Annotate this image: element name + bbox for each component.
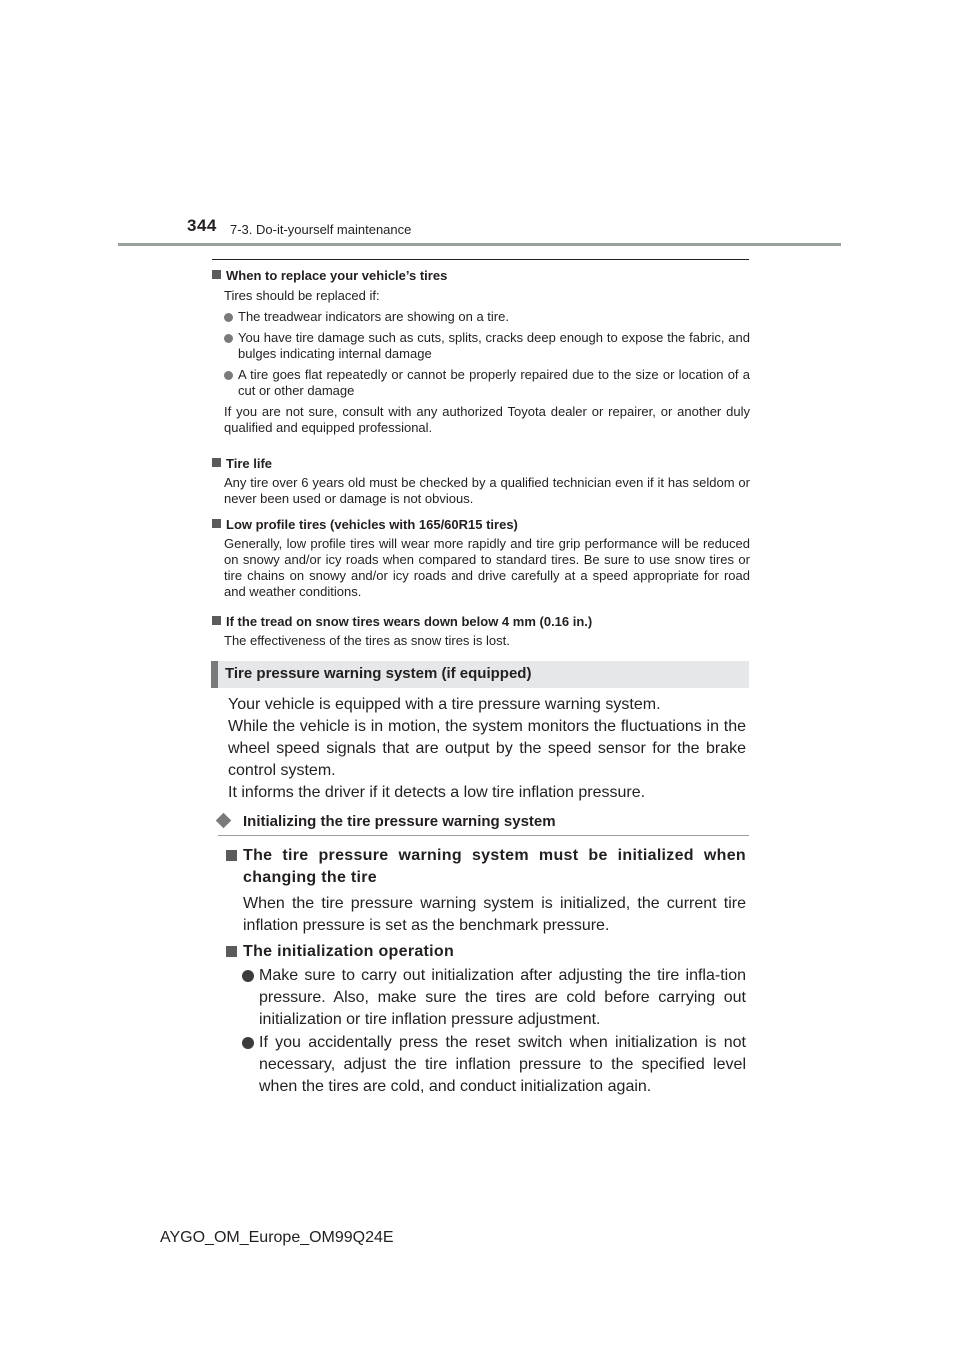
note-heading: When to replace your vehicle’s tires — [212, 267, 750, 284]
must-init-text: When the tire pressure warning system is initialized, the current tire inflation pressure is set as the benchmark pressure. — [243, 895, 746, 934]
note-bullet: You have tire damage such as cuts, splits, cracks deep enough to expose the fabric, and bulges indicating internal damage — [224, 330, 750, 362]
note-tire-life — [212, 455, 750, 507]
section-banner — [211, 661, 749, 688]
diamond-bullet-icon — [216, 813, 232, 829]
section-title: Tire pressure warning system (if equipped) — [225, 665, 532, 682]
note-bullet: A tire goes flat repeatedly or cannot be properly repaired due to the size or location of a cut or other damage — [224, 367, 750, 399]
operation-bullet: If you accidentally press the reset switch when initialization is not necessary, adjust the tire inflation pressure to the specified level when the tires are cold, and conduct initialization again. — [242, 1032, 746, 1098]
note-heading: If the tread on snow tires wears down below 4 mm (0.16 in.) — [212, 613, 750, 630]
dot-bullet-icon — [242, 970, 254, 982]
note-low-profile — [212, 516, 750, 600]
dot-bullet-icon — [242, 1037, 254, 1049]
operation-bullet: Make sure to carry out initialization after adjusting the tire infla-tion pressure. Also, make sure the tires are cold before carrying out initialization or tire inflation pressure adjustment. — [242, 965, 746, 1031]
square-bullet-icon — [212, 616, 221, 625]
banner-accent-bar — [211, 661, 218, 688]
note-heading: Low profile tires (vehicles with 165/60R15 tires) — [212, 516, 750, 533]
square-bullet-icon — [226, 850, 237, 861]
note-bullet: The treadwear indicators are showing on a tire. — [224, 309, 750, 325]
header-rule — [118, 243, 841, 246]
notes-top-rule — [212, 259, 749, 260]
dot-bullet-icon — [224, 334, 233, 343]
section-label: 7-3. Do-it-yourself maintenance — [230, 222, 412, 237]
section-intro-3: It informs the driver if it detects a low tire inflation pressure. — [228, 784, 646, 801]
note-intro: Tires should be replaced if: — [224, 288, 380, 303]
operation-heading: The initialization operation — [226, 941, 746, 963]
section-intro-1: Your vehicle is equipped with a tire pressure warning system. — [228, 696, 661, 713]
note-snow-tires — [212, 613, 750, 649]
page-number: 344 — [187, 216, 217, 235]
note-outro: If you are not sure, consult with any authorized Toyota dealer or repairer, or another duly qualified and equipped professional. — [224, 404, 750, 435]
dot-bullet-icon — [224, 371, 233, 380]
footer-code: AYGO_OM_Europe_OM99Q24E — [160, 1229, 394, 1246]
note-text: Generally, low profile tires will wear more rapidly and tire grip performance will be reduced on snowy and/or icy roads when compared to standard tires. Be sure to use snow tires or tire chains on snowy and/or icy roads and drive carefully at a speed appropriate for road and weather conditions. — [224, 536, 750, 599]
note-text: Any tire over 6 years old must be checked by a qualified technician even if it has seldom or never been used or damage is not obvious. — [224, 475, 750, 506]
square-bullet-icon — [226, 946, 237, 957]
note-replace — [212, 267, 750, 436]
sub-heading-rule — [218, 835, 749, 836]
dot-bullet-icon — [224, 313, 233, 322]
must-init-heading: The tire pressure warning system must be initialized when changing the tire — [226, 845, 746, 889]
square-bullet-icon — [212, 519, 221, 528]
note-heading: Tire life — [212, 455, 750, 472]
square-bullet-icon — [212, 458, 221, 467]
section-intro-2: While the vehicle is in motion, the system monitors the fluctuations in the wheel speed signals that are output by the speed sensor for the brake control system. — [228, 718, 746, 779]
note-text: The effectiveness of the tires as snow tires is lost. — [224, 633, 510, 648]
square-bullet-icon — [212, 270, 221, 279]
